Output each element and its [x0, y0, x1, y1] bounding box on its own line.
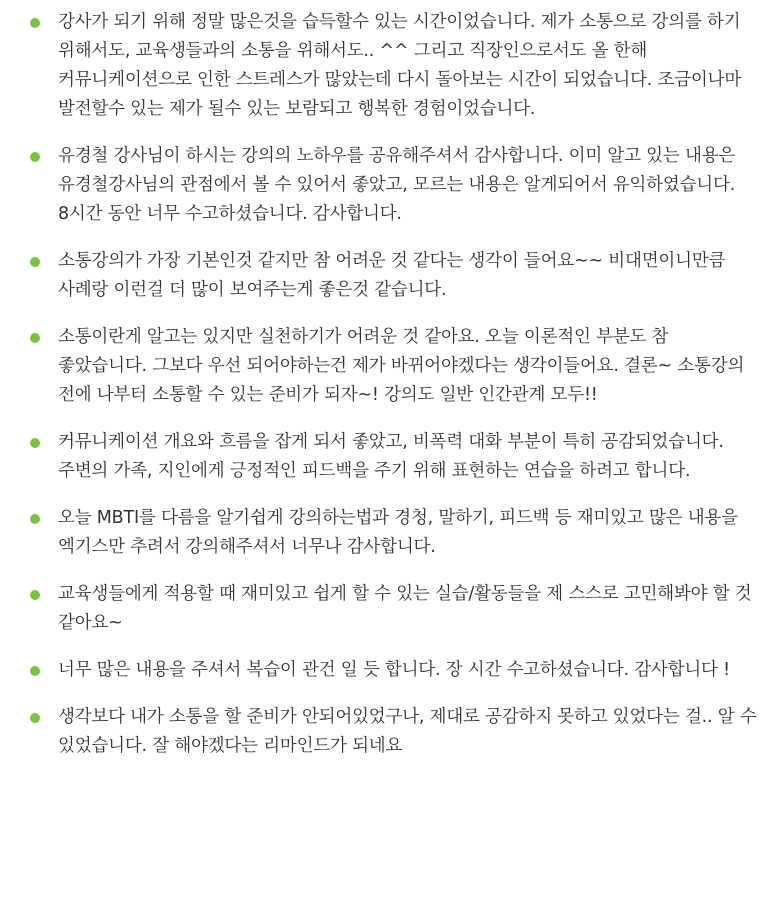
review-text: 소통강의가 가장 기본인것 같지만 참 어려운 것 같다는 생각이 들어요~~ 비대면이니만큼 사례랑 이런걸 더 많이 보여주는게 좋은것 같습니다.: [58, 251, 726, 300]
bullet-dot-icon: [30, 438, 40, 448]
review-text: 교육생들에게 적용할 때 재미있고 쉽게 할 수 있는 실습/활동들을 제 스스로 고민해봐야 할 것 같아요~: [58, 584, 752, 633]
bullet-dot-icon: [30, 333, 40, 343]
bullet-dot-icon: [30, 713, 40, 723]
bullet-dot-icon: [30, 152, 40, 162]
review-item: [30, 580, 759, 638]
review-text: 오늘 MBTI를 다름을 알기쉽게 강의하는법과 경청, 말하기, 피드백 등 재미있고 많은 내용을 엑기스만 추려서 강의해주셔서 너무나 감사합니다.: [58, 508, 738, 557]
review-item: [30, 247, 759, 305]
review-item: [30, 8, 759, 124]
review-item: [30, 428, 759, 486]
review-text: 커뮤니케이션 개요와 흐름을 잡게 되서 좋았고, 비폭력 대화 부분이 특히 공감되었습니다. 주변의 가족, 지인에게 긍정적인 피드백을 주기 위해 표현하는 연습을 하려고 합니다.: [58, 432, 724, 481]
review-text: 강사가 되기 위해 정말 많은것을 습득할수 있는 시간이었습니다. 제가 소통으로 강의를 하기 위해서도, 교육생들과의 소통을 위해서도.. ^^ 그리고 직장인으로서도 올 한해 커뮤니케이션으로 인한 스트레스가 많았는데 다시 돌아보는 시간이 되었습니다. 조금이나마 발전할수 있는 제가 될수 있는 보람되고 행복한 경험이었습니다.: [58, 12, 742, 119]
review-item: [30, 703, 759, 761]
bullet-dot-icon: [30, 514, 40, 524]
review-item: [30, 142, 759, 229]
review-text: 소통이란게 알고는 있지만 실천하기가 어려운 것 같아요. 오늘 이론적인 부분도 참 좋았습니다. 그보다 우선 되어야하는건 제가 바뀌어야겠다는 생각이들어요. 결론~ 소통강의 전에 나부터 소통할 수 있는 준비가 되자~! 강의도 일반 인간관계 모두!!: [58, 327, 745, 405]
bullet-dot-icon: [30, 590, 40, 600]
review-item: [30, 504, 759, 562]
review-item: [30, 323, 759, 410]
review-text: 생각보다 내가 소통을 할 준비가 안되어있었구나, 제대로 공감하지 못하고 있었다는 걸.. 알 수 있었습니다. 잘 해야겠다는 리마인드가 되네요: [58, 707, 757, 756]
bullet-dot-icon: [30, 257, 40, 267]
review-text: 유경철 강사님이 하시는 강의의 노하우를 공유해주셔서 감사합니다. 이미 알고 있는 내용은 유경철강사님의 관점에서 볼 수 있어서 좋았고, 모르는 내용은 알게되어서 유익하였습니다. 8시간 동안 너무 수고하셨습니다. 감사합니다.: [58, 146, 736, 224]
review-item: [30, 656, 759, 685]
bullet-dot-icon: [30, 18, 40, 28]
review-text: 너무 많은 내용을 주셔서 복습이 관건 일 듯 합니다. 장 시간 수고하셨습니다. 감사합니다 !: [58, 660, 730, 680]
bullet-dot-icon: [30, 666, 40, 676]
